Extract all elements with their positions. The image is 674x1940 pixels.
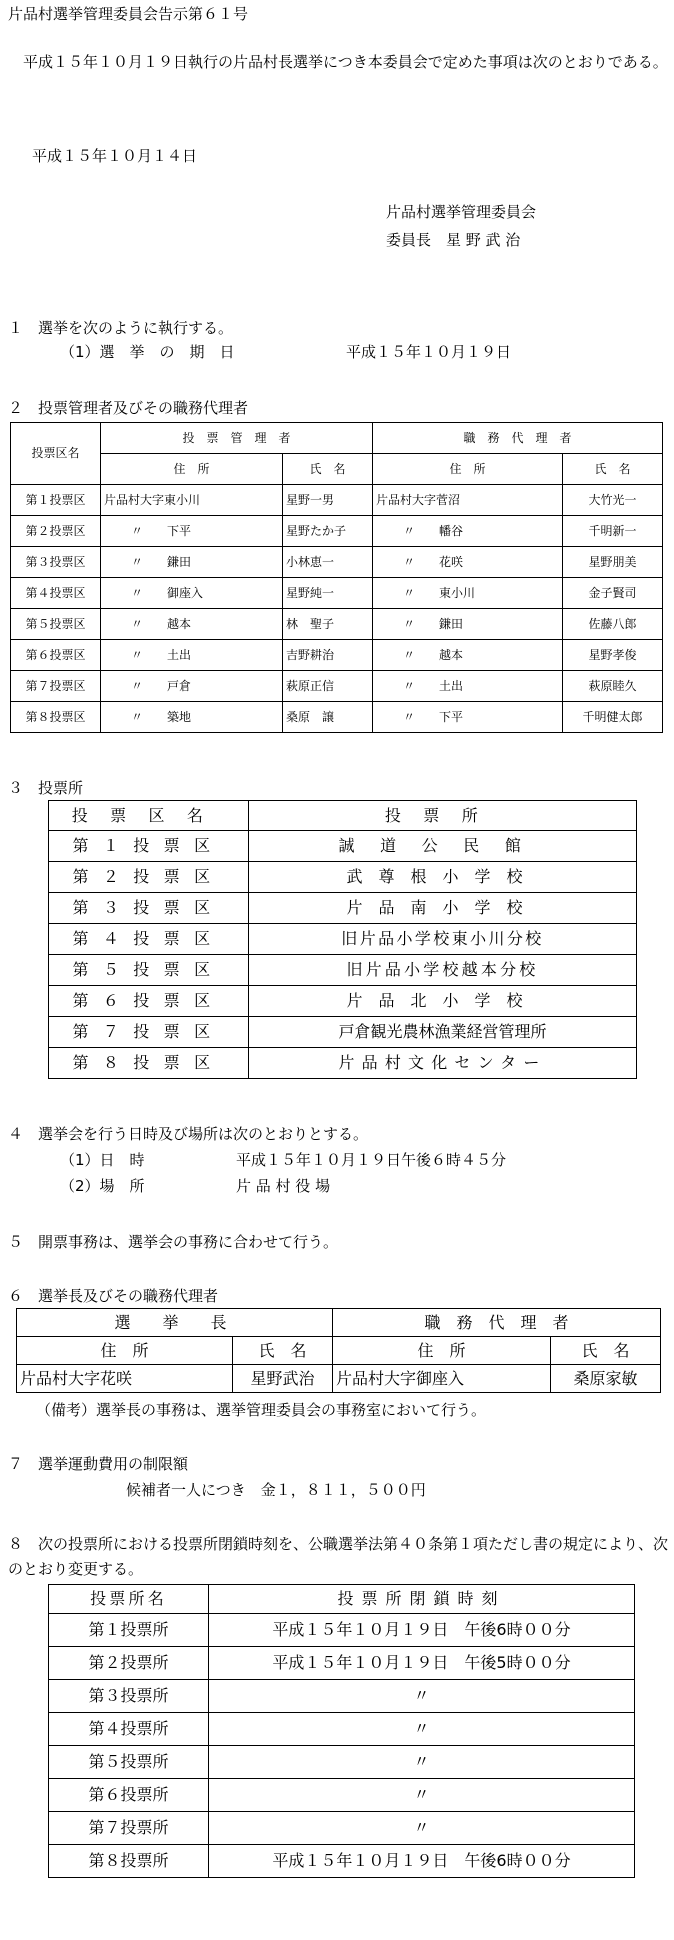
time-cell: 〃	[209, 1746, 635, 1779]
table-row	[11, 671, 663, 702]
election-chief-table	[16, 1308, 661, 1393]
manager-name-cell: 桑原 譲	[283, 702, 373, 733]
meeting-time-label: （1）日 時	[60, 1151, 145, 1169]
header-district: 投票区名	[49, 801, 249, 831]
header-deputy-name: 氏 名	[551, 1337, 661, 1365]
manager-name-cell: 星野たか子	[283, 516, 373, 547]
place-cell: 旧片品小学校東小川分校	[249, 924, 637, 955]
district-cell: 第１投票区	[49, 831, 249, 862]
section2-heading: ２ 投票管理者及びその職務代理者	[8, 399, 249, 417]
time-cell: 〃	[209, 1812, 635, 1845]
district-cell: 第７投票区	[49, 1017, 249, 1048]
chief-note: （備考）選挙長の事務は、選挙管理委員会の事務室において行う。	[36, 1401, 487, 1419]
district-cell: 第５投票区	[49, 955, 249, 986]
table-row	[11, 578, 663, 609]
place-cell: 片品南小学校	[249, 893, 637, 924]
header-chief-name: 氏 名	[233, 1337, 333, 1365]
table-row	[49, 1845, 635, 1878]
place-cell: 片品村文化センター	[249, 1048, 637, 1079]
table-row	[49, 831, 637, 862]
district-cell: 第６投票区	[11, 640, 101, 671]
deputy-address-cell: 〃 東小川	[373, 578, 563, 609]
deputy-address-cell: 〃 花咲	[373, 547, 563, 578]
district-cell: 第８投票区	[49, 1048, 249, 1079]
section4-heading: ４ 選挙会を行う日時及び場所は次のとおりとする。	[8, 1125, 369, 1143]
district-cell: 第３投票区	[49, 893, 249, 924]
header-deputy: 職 務 代 理 者	[333, 1309, 661, 1337]
manager-name-cell: 吉野耕治	[283, 640, 373, 671]
manager-address-cell: 〃 築地	[101, 702, 283, 733]
section5-heading: ５ 開票事務は、選挙会の事務に合わせて行う。	[8, 1233, 339, 1251]
district-cell: 第４投票区	[11, 578, 101, 609]
district-cell: 第２投票区	[11, 516, 101, 547]
table-row	[11, 640, 663, 671]
meeting-place-value: 片 品 村 役 場	[236, 1177, 331, 1195]
table-row	[49, 862, 637, 893]
chief-address-cell: 片品村大字花咲	[17, 1365, 233, 1393]
district-cell: 第３投票区	[11, 547, 101, 578]
time-cell: 〃	[209, 1680, 635, 1713]
table-row	[11, 702, 663, 733]
place-cell: 誠道公民館	[249, 831, 637, 862]
deputy-name-cell: 星野朋美	[563, 547, 663, 578]
deputy-address-cell: 〃 越本	[373, 640, 563, 671]
meeting-place-label: （2）場 所	[60, 1177, 145, 1195]
manager-name-cell: 林 聖子	[283, 609, 373, 640]
district-cell: 第５投票区	[11, 609, 101, 640]
place-cell: 旧片品小学校越本分校	[249, 955, 637, 986]
table-row	[49, 1779, 635, 1812]
header-manager-address: 住 所	[101, 454, 283, 485]
place-cell: 武尊根小学校	[249, 862, 637, 893]
table-row	[49, 924, 637, 955]
expense-limit-value: 候補者一人につき 金１，８１１，５００円	[126, 1481, 426, 1499]
header-chief: 選 挙 長	[17, 1309, 333, 1337]
table-row	[49, 1017, 637, 1048]
deputy-name-cell: 千明新一	[563, 516, 663, 547]
deputy-address-cell: 片品村大字菅沼	[373, 485, 563, 516]
chair-name: 委員長 星 野 武 治	[386, 231, 521, 249]
manager-name-cell: 星野一男	[283, 485, 373, 516]
deputy-name-cell: 佐藤八郎	[563, 609, 663, 640]
header-deputy-name: 氏 名	[563, 454, 663, 485]
election-date-label: （1）選 挙 の 期 日	[60, 343, 235, 361]
table-row	[11, 609, 663, 640]
header-place: 投票所名	[49, 1585, 209, 1614]
header-deputy-address: 住 所	[333, 1337, 551, 1365]
time-cell: 平成１５年１０月１９日 午後6時００分	[209, 1845, 635, 1878]
manager-name-cell: 星野純一	[283, 578, 373, 609]
deputy-address-cell: 〃 土出	[373, 671, 563, 702]
table-row	[49, 1647, 635, 1680]
chief-name-cell: 星野武治	[233, 1365, 333, 1393]
intro-paragraph: 平成１５年１０月１９日執行の片品村長選挙につき本委員会で定めた事項は次のとおりである。	[8, 53, 668, 71]
district-cell: 第２投票区	[49, 862, 249, 893]
district-cell: 第６投票区	[49, 986, 249, 1017]
place-cell: 第７投票所	[49, 1812, 209, 1845]
table-row	[49, 1048, 637, 1079]
place-cell: 戸倉観光農林漁業経営管理所	[249, 1017, 637, 1048]
section7-heading: ７ 選挙運動費用の制限額	[8, 1455, 189, 1473]
table-row	[11, 516, 663, 547]
place-cell: 第６投票所	[49, 1779, 209, 1812]
deputy-address-cell: 〃 鎌田	[373, 609, 563, 640]
table-row	[49, 1812, 635, 1845]
deputy-address-cell: 片品村大字御座入	[333, 1365, 551, 1393]
place-cell: 第２投票所	[49, 1647, 209, 1680]
district-cell: 第４投票区	[49, 924, 249, 955]
manager-address-cell: 片品村大字東小川	[101, 485, 283, 516]
table-row	[49, 1713, 635, 1746]
time-cell: 平成１５年１０月１９日 午後5時００分	[209, 1647, 635, 1680]
time-cell: 〃	[209, 1779, 635, 1812]
time-cell: 〃	[209, 1713, 635, 1746]
managers-table	[10, 422, 663, 733]
manager-address-cell: 〃 越本	[101, 609, 283, 640]
header-time: 投票所閉鎖時刻	[209, 1585, 635, 1614]
closing-time-table	[48, 1584, 635, 1878]
header-place: 投票所	[249, 801, 637, 831]
manager-address-cell: 〃 下平	[101, 516, 283, 547]
manager-name-cell: 萩原正信	[283, 671, 373, 702]
header-deputy-address: 住 所	[373, 454, 563, 485]
notice-date: 平成１５年１０月１４日	[32, 147, 198, 165]
time-cell: 平成１５年１０月１９日 午後6時００分	[209, 1614, 635, 1647]
place-cell: 第５投票所	[49, 1746, 209, 1779]
header-manager: 投 票 管 理 者	[101, 423, 373, 454]
deputy-name-cell: 金子賢司	[563, 578, 663, 609]
deputy-name-cell: 千明健太郎	[563, 702, 663, 733]
place-cell: 第８投票所	[49, 1845, 209, 1878]
section8-heading: ８ 次の投票所における投票所閉鎖時刻を、公職選挙法第４０条第１項ただし書の規定により、次のとおり変更する。	[8, 1535, 669, 1578]
district-cell: 第８投票区	[11, 702, 101, 733]
table-row	[49, 986, 637, 1017]
deputy-name-cell: 萩原睦久	[563, 671, 663, 702]
section1-heading: １ 選挙を次のように執行する。	[8, 319, 234, 337]
district-cell: 第７投票区	[11, 671, 101, 702]
deputy-name-cell: 星野孝俊	[563, 640, 663, 671]
election-date-value: 平成１５年１０月１９日	[346, 343, 512, 361]
manager-name-cell: 小林恵一	[283, 547, 373, 578]
table-row	[49, 955, 637, 986]
notice-title: 片品村選挙管理委員会告示第６１号	[8, 5, 249, 23]
table-row	[49, 1746, 635, 1779]
table-row	[49, 893, 637, 924]
header-chief-address: 住 所	[17, 1337, 233, 1365]
deputy-name-cell: 桑原家敏	[551, 1365, 661, 1393]
deputy-address-cell: 〃 幡谷	[373, 516, 563, 547]
place-cell: 第３投票所	[49, 1680, 209, 1713]
table-row	[49, 1614, 635, 1647]
place-cell: 第４投票所	[49, 1713, 209, 1746]
place-cell: 片品北小学校	[249, 986, 637, 1017]
issuer-name: 片品村選挙管理委員会	[386, 203, 537, 221]
manager-address-cell: 〃 御座入	[101, 578, 283, 609]
header-deputy: 職 務 代 理 者	[373, 423, 663, 454]
district-cell: 第１投票区	[11, 485, 101, 516]
place-cell: 第１投票所	[49, 1614, 209, 1647]
section6-heading: ６ 選挙長及びその職務代理者	[8, 1287, 219, 1305]
polling-places-table	[48, 800, 637, 1079]
deputy-name-cell: 大竹光一	[563, 485, 663, 516]
section3-heading: ３ 投票所	[8, 779, 84, 797]
manager-address-cell: 〃 土出	[101, 640, 283, 671]
header-district: 投票区名	[11, 423, 101, 485]
deputy-address-cell: 〃 下平	[373, 702, 563, 733]
manager-address-cell: 〃 戸倉	[101, 671, 283, 702]
table-row	[49, 1680, 635, 1713]
manager-address-cell: 〃 鎌田	[101, 547, 283, 578]
table-row	[11, 485, 663, 516]
table-row	[17, 1365, 661, 1393]
meeting-time-value: 平成１５年１０月１９日午後６時４５分	[236, 1151, 507, 1169]
table-row	[11, 547, 663, 578]
header-manager-name: 氏 名	[283, 454, 373, 485]
